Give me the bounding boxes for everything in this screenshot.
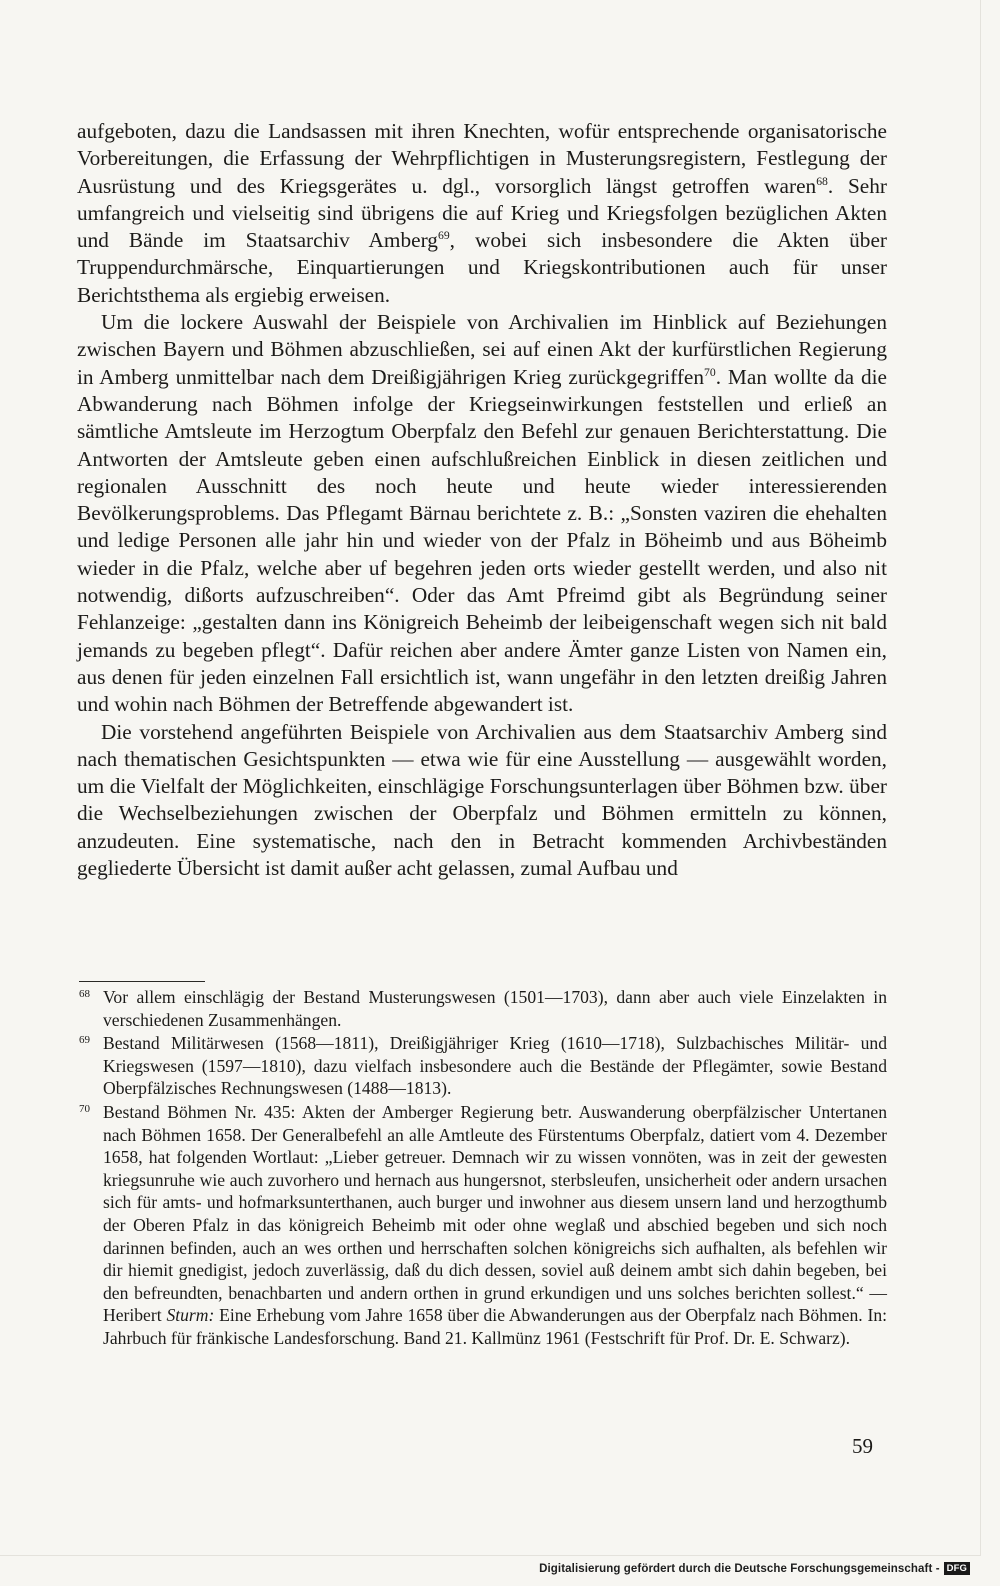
paragraph-1-text: aufgeboten, dazu die Landsassen mit ihren Knechten, wofür entsprechende organisatorische Vorbereitungen, die Erfassung der Wehrpflichtigen in Musterungsregistern, Festlegung der Ausrüstung und des Kriegsgerätes u. dgl., vorsorglich längst getroffen waren	[77, 119, 887, 198]
paragraph-2-end: . Man wollte da die Abwanderung nach Böhmen infolge der Kriegseinwirkungen feststellen und erließ an sämtliche Amtsleute im Herzogtum Oberpfalz den Befehl zur genauen Berichterstattung. Die Antworten der Amtsleute geben einen aufschlußreichen Einblick in diesen zeitlichen und regionalen Ausschnitt des noch heute und heute wieder interessierenden Bevölkerungsproblems. Das Pflegamt Bärnau berichtete z. B.: „Sonsten vaziren die ehehalten und ledige Personen alle jahr hin und wieder von der Pfalz in Böheimb und aus Böheimb wieder in die Pfalz, welche aber uf begehren jeden orts wieder gestellt werden, und also nit notwendig, dißorts aufzuschreiben“. Oder das Amt Pfreimd gibt als Begründung seiner Fehlanzeige: „gestalten dann ins Königreich Beheimb der leibeigenschaft wegen sich nit bald jemands zu begeben pflegt“. Dafür reichen aber andere Ämter ganze Listen von Namen ein, aus denen für jeden einzelnen Fall ersichtlich ist, wann ungefähr in den letzten dreißig Jahren und wohin nach Böhmen der Betreffende abgewandert ist.	[77, 364, 888, 717]
footnote-ref-69: 69	[437, 229, 450, 242]
footnote-separator	[79, 981, 205, 982]
footnote-70	[79, 1101, 887, 1350]
footnote-text: Vor allem einschlägig der Bestand Musterungswesen (1501—1703), dann aber auch viele Einzelakten in verschiedenen Zusammenhängen.	[103, 987, 887, 1030]
footnote-number: 70	[79, 1102, 90, 1115]
page-number: 59	[852, 1434, 873, 1458]
paragraph-2-text: Um die lockere Auswahl der Beispiele von Archivalien im Hinblick auf Beziehungen zwischen Bayern und Böhmen abzuschließen, sei auf einen Akt der kurfürstlichen Regierung in Amberg unmittelbar nach dem Dreißigjährigen Krieg zurückgegriffen	[77, 310, 887, 389]
footnotes	[79, 986, 887, 1351]
footnote-text-part: Bestand Böhmen Nr. 435: Akten der Amberger Regierung betr. Auswanderung oberpfälzischer Untertanen nach Böhmen 1658. Der Generalbefehl an alle Amtleute des Fürstentums Oberpfalz, datiert vom 4. Dezember 1658, hat folgenden Wortlaut: „Lieber getreuer. Demnach wir zu wissen vonnöten, was in zeit der gewesten kriegsunruhe wie auch zuvorhero und hernach aus hungersnot, sterbsleufen, unsicherheit oder andern ursachen sich für amts- und hofmarksunterthanen, auch burger und inwohner aus diesem unsern land und herzogthumb der Oberen Pfalz in das königreich Beheimb mit oder ohne weglaß und abschied begeben und sich noch darinnen befinden, auch an wes orthen und herrschaften solchen königreichs sich aufhalten, als befehlen wir dir hiemit gnedigist, jedoch zuverlässig, daß du dich dessen, soviel auß deinem ambt sich dahin begeben, bei den befreundten, benachbarten und andern orthen in grund erkundigen und uns solches berichten sollest.“ — Heribert	[103, 1101, 887, 1326]
body-text	[77, 118, 887, 882]
paragraph-2	[77, 309, 887, 718]
footnote-ref-68: 68	[816, 174, 828, 188]
author-name: Sturm:	[166, 1305, 215, 1326]
dfg-logo: DFG	[944, 1562, 970, 1575]
funding-text: Digitalisierung gefördert durch die Deutsche Forschungsgemeinschaft -	[539, 1562, 940, 1575]
paragraph-1-end: , wobei sich insbesondere die Akten über Truppendurchmärsche, Einquartierungen und Kriegskontributionen auch für unser Berichtsthema als ergiebig erweisen.	[77, 228, 887, 307]
footnote-number: 68	[79, 988, 90, 1000]
footnote-text-part: Eine Erhebung vom Jahre 1658 über die Abwanderungen aus der Oberpfalz nach Böhmen. In: Jahrbuch für fränkische Landesforschung. Band 21. Kallmünz 1961 (Festschrift für Prof. Dr. E. Schwarz).	[103, 1305, 888, 1348]
paragraph-1-continuation: . Sehr umfangreich und vielseitig sind übrigens die auf Krieg und Kriegsfolgen bezüglichen Akten und Bände im Staatsarchiv Amberg	[77, 173, 887, 253]
footnote-ref-70: 70	[704, 365, 716, 379]
footnote-text	[103, 1102, 887, 1348]
paragraph-3: Die vorstehend angeführten Beispiele von Archivalien aus dem Staatsarchiv Amberg sind nach thematischen Gesichtspunkten — etwa wie für eine Ausstellung — ausgewählt worden, um die Vielfalt der Möglichkeiten, einschlägige Forschungsunterlagen über Böhmen bzw. über die Wechselbeziehungen zwischen der Oberpfalz und Böhmen ermitteln zu können, anzudeuten. Eine systematische, nach den in Betracht kommenden Archivbeständen gegliederte Übersicht ist damit außer acht gelassen, zumal Aufbau und	[77, 719, 887, 881]
footnote-text: Bestand Militärwesen (1568—1811), Dreißigjähriger Krieg (1610—1718), Sulzbachisches Militär- und Kriegswesen (1597—1810), dazu vielfach insbesondere auch die Bestände der Pflegämter, sowie Bestand Oberpfälzisches Rechnungswesen (1488—1813).	[103, 1033, 887, 1099]
paragraph-1	[77, 118, 887, 309]
funding-note	[539, 1562, 970, 1575]
footnote-number: 69	[79, 1034, 90, 1047]
footnote-69	[79, 1032, 887, 1100]
footnote-68	[79, 986, 887, 1031]
